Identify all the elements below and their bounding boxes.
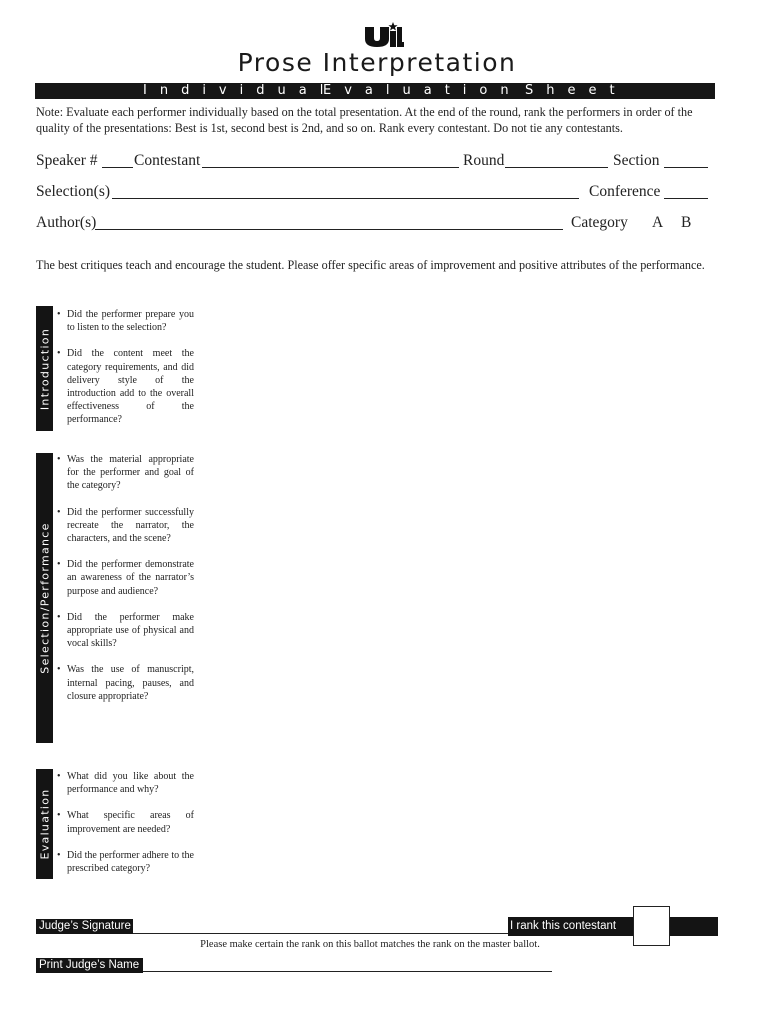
speaker-field[interactable] (102, 167, 133, 168)
subtitle-word-sheet: Sheet (525, 83, 628, 98)
rank-label: I rank this contestant (508, 917, 718, 936)
list-item: • What specific areas of improvement are needed? (57, 810, 194, 835)
introduction-questions (57, 308, 194, 440)
category-option-b[interactable]: B (681, 214, 692, 231)
selection-performance-comment-area[interactable] (200, 453, 715, 743)
selection-performance-label: Selection/Performance (38, 522, 51, 674)
round-label: Round (463, 152, 505, 169)
list-item: • Was the material appropriate for the performer and goal of the category? (57, 454, 194, 492)
print-name-field[interactable] (143, 971, 552, 972)
list-item: • Did the content meet the category requirements, and did delivery style of the introduction add to the overall effectiveness of the performance? (57, 348, 194, 426)
list-item: • Did the performer adhere to the prescribed category? (57, 849, 194, 875)
selections-field[interactable] (112, 198, 579, 199)
critique-instruction: The best critiques teach and encourage the student. Please offer specific areas of improvement and positive attributes of the performance. (36, 258, 705, 272)
category-option-a[interactable]: A (652, 214, 664, 231)
selections-label: Selection(s) (36, 183, 111, 200)
print-name-label: Print Judge’s Name (36, 958, 143, 973)
section-label: Section (613, 152, 660, 169)
introduction-comment-area[interactable] (200, 306, 715, 431)
authors-label: Author(s) (36, 214, 97, 231)
instructions-note: Note: Evaluate each performer individually based on the total presentation. At the end of the round, rank the performers in order of the quality of the presentations: Best is 1st, second best is 2nd, and so on. Rank every contestant. Do not tie any contestants. (36, 105, 693, 135)
uil-logo-icon (364, 22, 404, 48)
subtitle-word-individual: Individual (143, 83, 337, 98)
list-item: • What did you like about the performance and why? (57, 771, 194, 796)
list-item: • Did the performer successfully recreate the narrator, the characters, and the scene? (57, 506, 194, 545)
subtitle-word-evaluation: Evaluation (323, 83, 522, 98)
conference-label: Conference (589, 183, 661, 200)
contestant-label: Contestant (134, 152, 201, 169)
judge-signature-field[interactable] (133, 933, 508, 934)
section-field[interactable] (664, 167, 708, 168)
conference-field[interactable] (664, 198, 708, 199)
evaluation-label: Evaluation (38, 788, 51, 860)
category-label: Category (571, 214, 628, 231)
judge-signature-label: Judge’s Signature (36, 919, 133, 934)
ballot-note: Please make certain the rank on this ballot matches the rank on the master ballot. (200, 939, 540, 950)
evaluation-questions (57, 770, 194, 888)
selection-performance-sidebar (36, 453, 53, 743)
introduction-sidebar (36, 306, 53, 431)
round-field[interactable] (505, 167, 608, 168)
page-title: Prose Interpretation (237, 48, 517, 77)
evaluation-comment-area[interactable] (200, 769, 715, 879)
list-item: • Did the performer prepare you to listen to the selection? (57, 309, 194, 334)
authors-field[interactable] (95, 229, 563, 230)
subtitle-bar (35, 83, 715, 99)
selection-performance-questions (57, 453, 194, 716)
list-item: • Did the performer demonstrate an awareness of the narrator’s purpose and audience? (57, 559, 194, 597)
contestant-field[interactable] (202, 167, 459, 168)
introduction-label: Introduction (38, 327, 51, 410)
speaker-label: Speaker # (36, 152, 98, 169)
list-item: • Was the use of manuscript, internal pacing, pauses, and closure appropriate? (57, 664, 194, 702)
list-item: • Did the performer make appropriate use of physical and vocal skills? (57, 611, 194, 650)
evaluation-sidebar (36, 769, 53, 879)
